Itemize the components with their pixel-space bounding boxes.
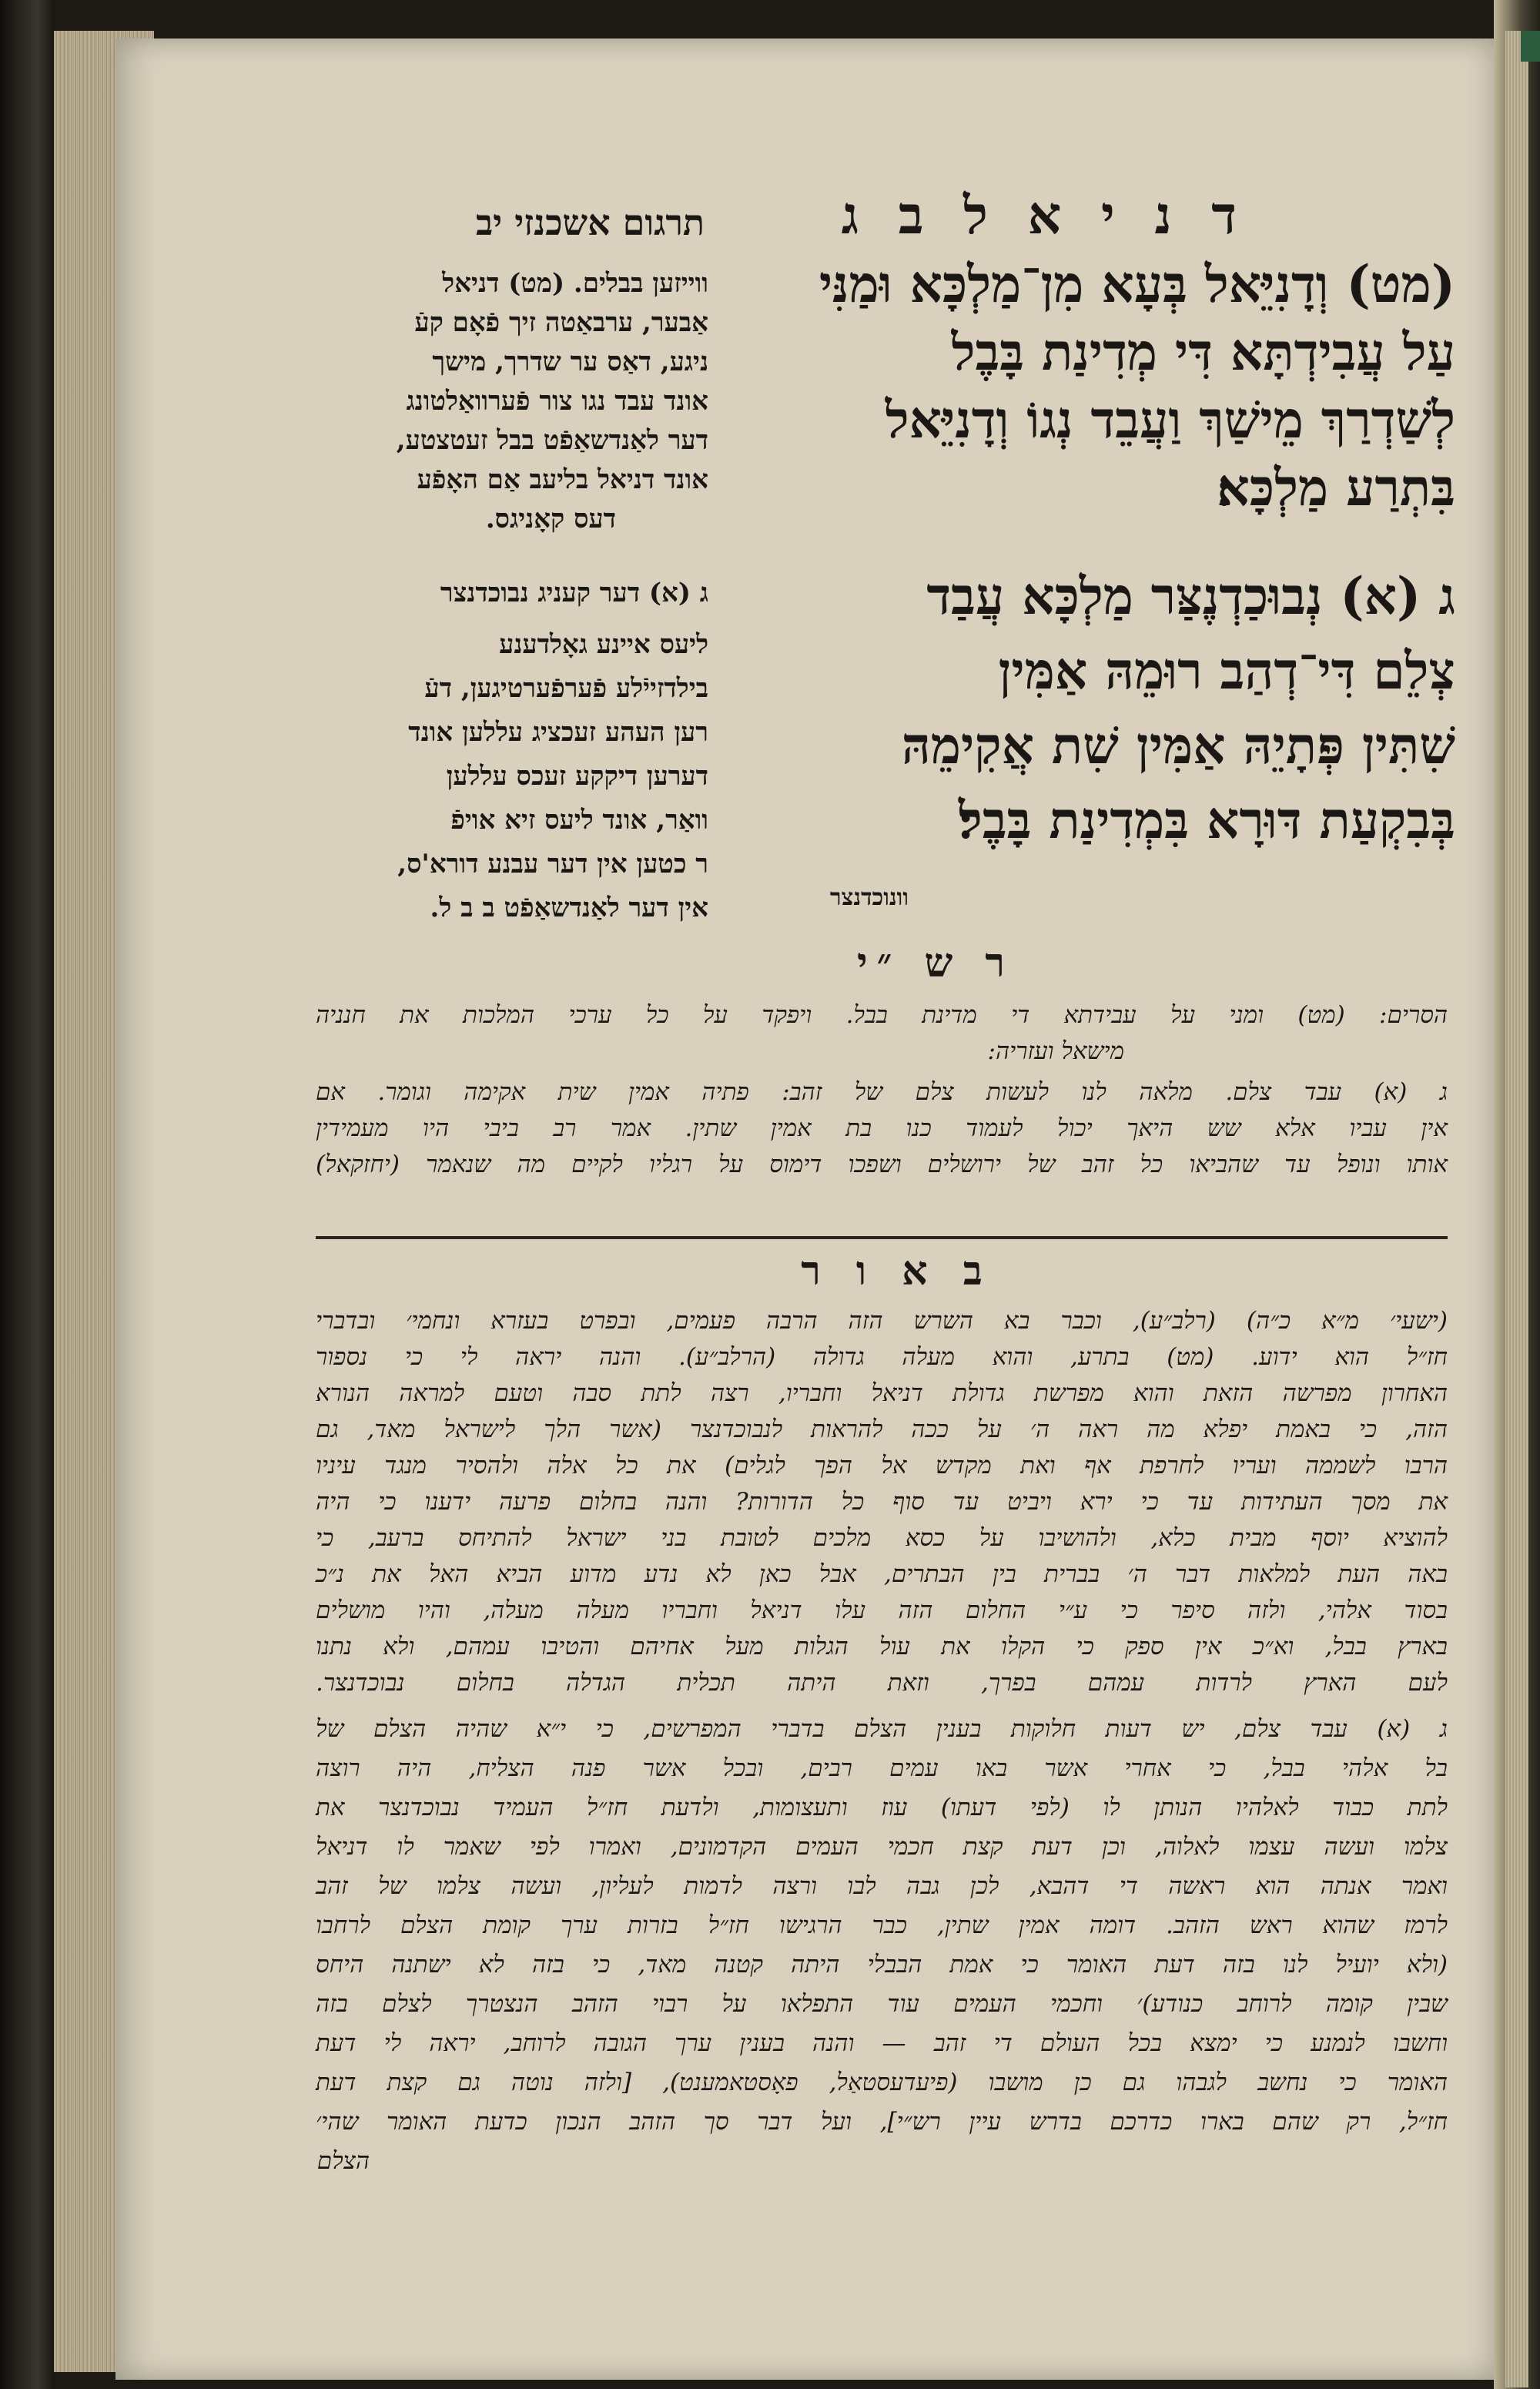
translation-line: ווייזען בבלים. (מט) דניאל bbox=[442, 268, 708, 299]
biblical-verse-line: (מט) וְדָנִיֵּאל בְּעָא מִן־מַלְכָּא וּמַנִּי bbox=[819, 254, 1455, 314]
biur-line: (ולא יועיל לנו בזה דעת האומר כי אמת הבבלי היתה קטנה מאד, כי בזה לא ישתנה היחס bbox=[316, 1951, 1448, 1979]
biblical-verse-line: לְשַׁדְרַךְ מֵישַׁךְ וַעֲבֵד נְגוֹ וְדָנִיֵּאל bbox=[885, 390, 1455, 450]
biur-line: הצלם bbox=[316, 2147, 370, 2175]
rashi-line: אין עביו אלא שש היאך יכול לעמוד כנו בת אמין שתין. אמר רב ביבי היו מעמידין bbox=[316, 1114, 1448, 1142]
corner-tab bbox=[1521, 31, 1540, 62]
biur-line: לרמז שהוא ראש הזהב. דומה אמין שתין, כבר הרגישו חז״ל בזרות ערך קומת הצלם לרחבו bbox=[316, 1912, 1448, 1939]
biblical-verse-line: צְלֵם דִּי־דְהַב רוּמֵהּ אַמִּין bbox=[998, 641, 1455, 701]
biur-line: (ישעי׳ מ״א כ״ה) (רלב״ע), וכבר בא השרש הזה הרבה פעמים, ובפרט בעזרא ונחמי׳ ובדברי bbox=[316, 1307, 1448, 1335]
running-head-right: ד נ י א ל ב ג bbox=[841, 185, 1247, 246]
biur-line: ואמר אנתה הוא ראשה די דהבא, לכן גבה לבו ורצה לדמות לעליון, ועשה צלמו של זהב bbox=[316, 1872, 1448, 1900]
biblical-verse-line: בְּבִקְעַת דּוּרָא בִּמְדִינַת בָּבֶל׃ bbox=[958, 790, 1455, 850]
book-binding-left bbox=[0, 0, 54, 2389]
biur-line: בסוד אלהי, ולזה סיפר כי ע״י החלום הזה עלו דניאל וחבריו מעלה מעלה, והיו מושלים bbox=[316, 1597, 1448, 1624]
translation-line: ג (א) דער קעניג נבוכדנצר bbox=[440, 578, 708, 608]
translation-line: אונד עבד נגו צור פֿערוואַלטונג bbox=[406, 386, 708, 417]
biur-line: בל אלהי בבל, כי אחרי אשר באו עמים רבים, ובכל אשר פנה הצליח, היה רוצה bbox=[316, 1754, 1448, 1782]
rashi-line: הסרים: (מט) ומני על עבידתא די מדינת בבל. ויפקד על כל ערכי המלכות את חנניה bbox=[316, 1001, 1448, 1029]
biur-heading: ב א ו ר bbox=[801, 1248, 993, 1295]
translation-line: וואַר, אונד ליעס זיא אויפֿ bbox=[450, 805, 708, 836]
translation-line: ר כטען אין דער עבנע דורא'ס, bbox=[397, 849, 708, 880]
catchword: וונוכדנצר bbox=[829, 884, 909, 911]
biur-line: לתת כבוד לאלהיו הנותן לו (לפי דעתו) עוז ותעצומות, ולדעת חז״ל העמיד נבוכדנצר את bbox=[316, 1794, 1448, 1821]
translation-line: ליעס איינע גאָלדענע bbox=[499, 629, 708, 660]
biblical-verse-line: בִּתְרַע מַלְכָּא׃ bbox=[1217, 457, 1455, 518]
rashi-line: מישאל ועזריה: bbox=[987, 1037, 1124, 1065]
biur-line: חז״ל, רק שהם בארו כדרכם בדרש עיין רש״י], ועל דבר סך הזהב הנכון כדעת האומר שהי׳ bbox=[316, 2108, 1448, 2136]
biur-line: חז״ל הוא ידוע. (מט) בתרע, והוא מעלה גדולה (הרלב״ע). והנה יראה לי כי נספור bbox=[316, 1343, 1448, 1371]
biur-line: ג (א) עבד צלם, יש דעות חלוקות בענין הצלם בדברי המפרשים, כי י״א שהיה הצלם של bbox=[316, 1715, 1448, 1743]
biur-line: את מסך העתידות עד כי ירא ויביט עד סוף כל הדורות? והנה בחלום פרעה ידענו כי היה bbox=[316, 1488, 1448, 1516]
biur-line: שבין קומה לרוחב כנודע)׳ וחכמי העמים עוד התפלאו על רבוי הזהב הנצטרך לצלם בזה bbox=[316, 1990, 1448, 2018]
translation-line: אונד דניאל בליעב אַם האָפֿע bbox=[417, 464, 708, 495]
translation-line: דער לאַנדשאַפֿט בבל זעטצטע, bbox=[396, 425, 708, 456]
biblical-verse-line: שִׁתִּין פְּתָיֵהּ אַמִּין שִׁת אֲקִימֵהּ bbox=[901, 715, 1455, 776]
biur-line: האומר כי נחשב לגבהו גם כן מושבו (פיעדעסטאַל, פאָסטאמענט), [ולזה נוטה גם קצת דעת bbox=[316, 2069, 1448, 2096]
biur-line: הזה, כי באמת יפלא מה ראה ה׳ על ככה להראות לנבוכדנצר (אשר הלך לישראל מאד, גם bbox=[316, 1416, 1448, 1443]
rashi-heading: ר ש ״י bbox=[857, 940, 1014, 987]
running-head-left: תרגום אשכנזי יב bbox=[475, 202, 705, 243]
biur-line: בארץ בבל, וא״כ אין ספק כי הקלו את עול הגלות מעל אחיהם והטיבו עמהם, ולא נתנו bbox=[316, 1633, 1448, 1660]
translation-line: אין דער לאַנדשאַפֿט ב ב ל. bbox=[430, 893, 708, 923]
biur-line: לעם הארץ לרדות עמהם בפרך, וזאת היתה תכלית הגדלה בחלום נבוכדנצר. bbox=[316, 1669, 1448, 1697]
biur-line: להוציא יוסף מבית כלא, ולהושיבו על כסא מלכים לטובת בני ישראל להתיחס ברעב, כי bbox=[316, 1524, 1448, 1552]
translation-line: דערען דיקקע זעכס עללען bbox=[446, 761, 708, 792]
biur-line: וחשבו לנמנע כי ימצא בכל העולם די זהב — והנה בענין ערך הגובה לרוחב, יראה לי דעת bbox=[316, 2029, 1448, 2057]
translation-line: דעס קאָניגס. bbox=[485, 504, 616, 534]
translation-line: אַבער, ערבאַטה זיך פֿאָם קעֿ bbox=[414, 307, 708, 338]
biur-line: הרבו לשממה ועריו לחרפת אף ואת מקדש אל הפך לגלים) את כל אלה ולהסיר מנגד עיניו bbox=[316, 1452, 1448, 1479]
translation-line: ניגע, דאַס ער שדרך, מישך bbox=[432, 347, 708, 377]
translation-line: רען העהע זעכציג עללען אונד bbox=[408, 717, 708, 748]
biur-line: באה העת למלאות דבר ה׳ בברית בין הבתרים, אבל כאן לא נדע מדוע הביא האל את נ״כ bbox=[316, 1560, 1448, 1588]
section-divider bbox=[316, 1236, 1448, 1239]
biur-line: האחרון מפרשה הזאת והוא מפרשת גדולת דניאל וחבריו, רצה לתת סבה וטעם למראה הנורא bbox=[316, 1379, 1448, 1407]
rashi-line: אותו ונופל עד שהביאו כל זהב של ירושלים ושפכו דימוס על רגליו לקיים מה שנאמר (יחזקאל) bbox=[316, 1151, 1448, 1178]
translation-line: בילדזייֿלע פֿערפֿערטיגען, דעֿ bbox=[424, 673, 708, 704]
biblical-verse-line: ג (א) נְבוּכַדְנֶצַּר מַלְכָּא עֲבַד bbox=[926, 566, 1455, 626]
biur-line: צלמו ועשה עצמו לאלוה, וכן דעת קצת חכמי העמים הקדמונים, ואמרו לפי שאמר לו דניאל bbox=[316, 1833, 1448, 1861]
biblical-verse-line: עַל עֲבִידְתָּא דִּי מְדִינַת בָּבֶל bbox=[951, 322, 1455, 382]
rashi-line: ג (א) עבד צלם. מלאה לנו לעשות צלם של זהב: פתיה אמין שית אקימה וגומר. אם bbox=[316, 1078, 1448, 1106]
page-edges-right bbox=[1505, 31, 1528, 2387]
